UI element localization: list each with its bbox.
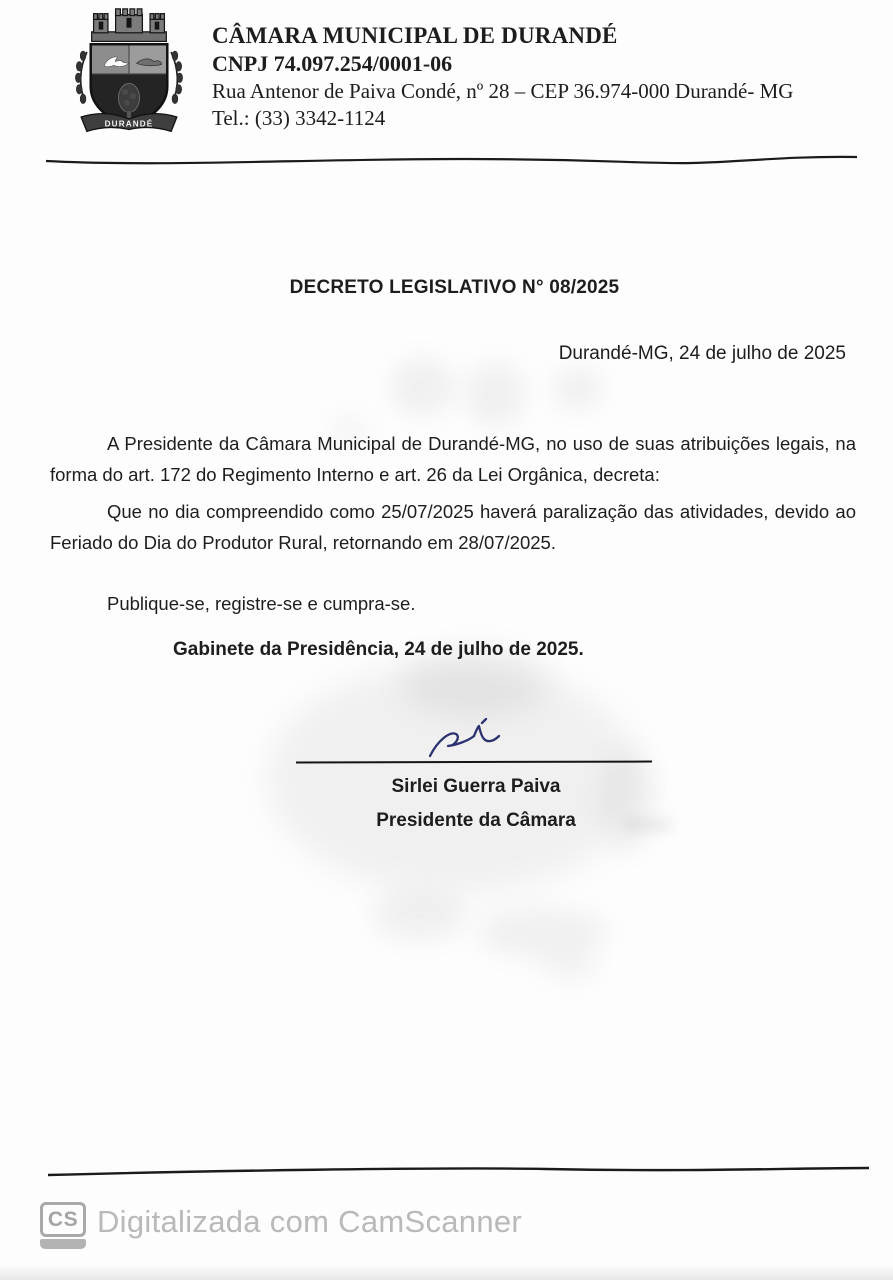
paragraph: A Presidente da Câmara Municipal de Durandé-MG, no uso de suas atribuições legais, na forma do art. 172 do Regimento Interno e art. 26 da Lei Orgânica, decreta: [50,432,856,485]
scan-ghost [372,892,467,940]
paragraph: Que no dia compreendido como 25/07/2025 haverá paralização das atividades, devido ao Feriado do Dia do Produtor Rural, retornando em 28/07/2025. [50,500,856,553]
scan-ghost [390,358,455,416]
scan-ghost [540,952,600,982]
header-divider [44,151,860,171]
scan-ghost [478,908,608,958]
branch-left-icon [75,51,86,104]
signatory-name: Sirlei Guerra Paiva [391,776,561,797]
camscanner-badge-bar [40,1239,86,1249]
org-cnpj: CNPJ 74.097.254/0001-06 [212,51,453,76]
org-phone: Tel.: (33) 3342-1124 [212,106,386,130]
crest-crown [92,9,167,42]
paragraph: Publique-se, registre-se e cumpra-se. [107,592,416,614]
scan-ghost [553,368,603,410]
signature-line [296,761,652,764]
letterhead [212,21,793,132]
signatory-role: Presidente da Câmara [376,810,576,831]
camscanner-badge-label: CS [40,1202,86,1237]
scan-ghost [600,748,655,853]
camscanner-watermark: Digitalizada com CamScanner [97,1204,523,1239]
crest-banner-label: DURANDÉ [104,119,154,129]
document-title: DECRETO LEGISLATIVO N° 08/2025 [289,277,620,298]
camscanner-badge-icon [40,1202,86,1250]
org-address: Rua Antenor de Paiva Condé, nº 28 – CEP 36.974-000 Durandé- MG [212,79,794,103]
dateline: Durandé-MG, 24 de julho de 2025 [558,343,846,364]
footer-divider [46,1163,872,1181]
org-name: CÂMARA MUNICIPAL DE DURANDÉ [212,23,618,48]
branch-right-icon [171,51,182,104]
coat-of-arms-icon [60,6,198,140]
closing-line: Gabinete da Presidência, 24 de julho de 2025. [173,639,584,660]
scan-edge-shadow [0,1265,893,1280]
scan-ghost [465,362,525,427]
handwritten-signature [424,718,508,766]
